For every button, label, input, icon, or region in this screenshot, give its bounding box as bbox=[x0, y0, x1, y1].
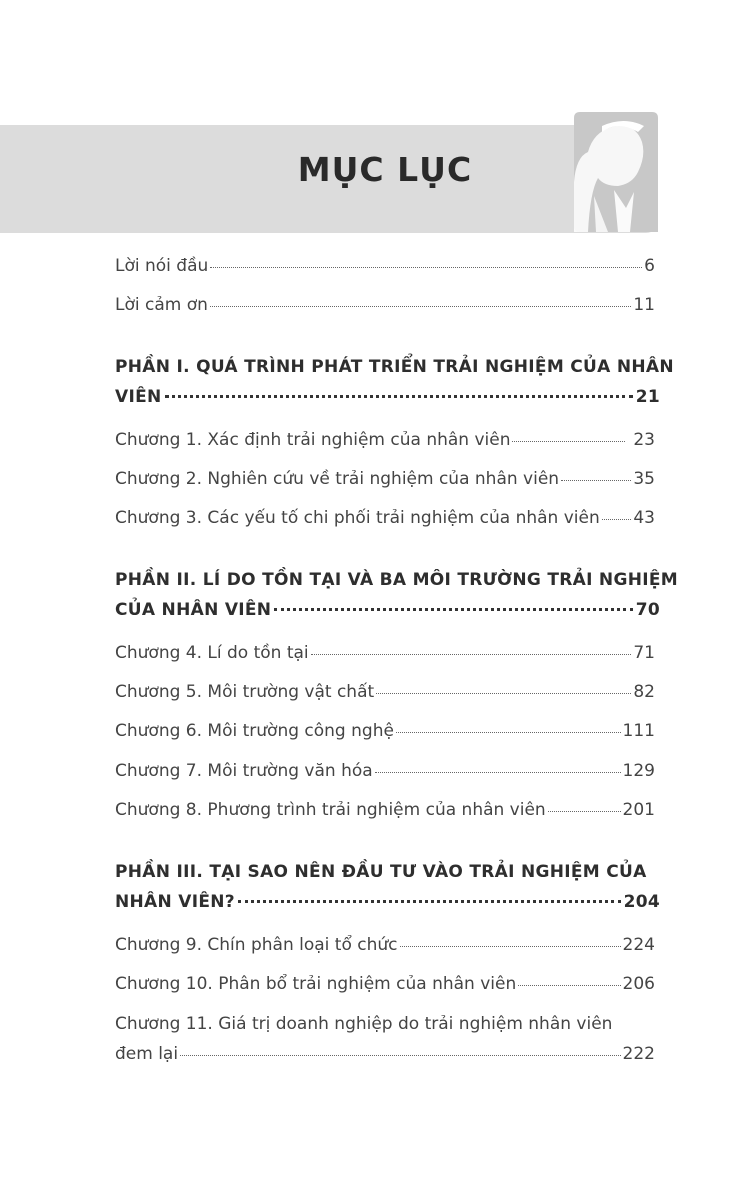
entry-label: Lời nói đầu bbox=[115, 256, 209, 276]
entry-label: Chương 10. Phân bổ trải nghiệm của nhân viên bbox=[115, 974, 517, 994]
toc-entry-chapter-1[interactable] bbox=[115, 425, 655, 455]
part-page: 70 bbox=[635, 600, 660, 620]
leader-dots bbox=[548, 810, 621, 812]
leader-dots bbox=[274, 607, 632, 611]
entry-page: 71 bbox=[633, 643, 655, 663]
entry-label: Chương 3. Các yếu tố chi phối trải nghiệm của nhân viên bbox=[115, 508, 600, 528]
entry-page: 35 bbox=[633, 469, 655, 489]
entry-page: 23 bbox=[633, 430, 655, 450]
entry-page: 129 bbox=[622, 761, 655, 781]
leader-dots bbox=[376, 692, 631, 694]
toc-entry-chapter-6[interactable] bbox=[115, 716, 655, 746]
entry-page: 43 bbox=[633, 508, 655, 528]
entry-label: Chương 8. Phương trình trải nghiệm của nhân viên bbox=[115, 800, 546, 820]
part-page: 21 bbox=[635, 387, 660, 407]
part-title: PHẦN I. QUÁ TRÌNH PHÁT TRIỂN TRẢI NGHIỆM CỦA NHÂN bbox=[115, 357, 674, 377]
entry-page: 206 bbox=[622, 974, 655, 994]
toc-entry-chapter-3[interactable] bbox=[115, 503, 655, 533]
leader-dots bbox=[165, 394, 633, 398]
part-title-cont: NHÂN VIÊN? bbox=[115, 892, 235, 912]
person-silhouette-icon bbox=[574, 112, 658, 232]
entry-label: Chương 9. Chín phân loại tổ chức bbox=[115, 935, 398, 955]
entry-label: Chương 2. Nghiên cứu về trải nghiệm của nhân viên bbox=[115, 469, 560, 489]
leader-dots bbox=[375, 771, 621, 773]
toc-part-3[interactable] bbox=[115, 857, 660, 917]
entry-label: Chương 11. Giá trị doanh nghiệp do trải nghiệm nhân viên bbox=[115, 1014, 613, 1034]
entry-label: Chương 5. Môi trường vật chất bbox=[115, 682, 375, 702]
leader-dots bbox=[210, 266, 642, 268]
leader-dots bbox=[518, 984, 620, 986]
entry-label: Chương 4. Lí do tồn tại bbox=[115, 643, 309, 663]
toc-entry-chapter-9[interactable] bbox=[115, 930, 655, 960]
entry-page: 6 bbox=[644, 256, 655, 276]
toc-entry-chapter-5[interactable] bbox=[115, 677, 655, 707]
leader-dots bbox=[311, 653, 632, 655]
leader-dots bbox=[238, 899, 621, 903]
part-title: PHẦN II. LÍ DO TỒN TẠI VÀ BA MÔI TRƯỜNG TRẢI NGHIỆM bbox=[115, 570, 678, 590]
entry-page: 224 bbox=[622, 935, 655, 955]
entry-page: 11 bbox=[633, 295, 655, 315]
leader-dots bbox=[602, 518, 632, 520]
leader-dots bbox=[512, 440, 625, 442]
entry-label: Chương 1. Xác định trải nghiệm của nhân viên bbox=[115, 430, 511, 450]
toc-entry-chapter-4[interactable] bbox=[115, 638, 655, 668]
leader-dots bbox=[561, 479, 631, 481]
part-title-cont: VIÊN bbox=[115, 387, 162, 407]
toc-entry-chapter-8[interactable] bbox=[115, 795, 655, 825]
entry-page: 201 bbox=[622, 800, 655, 820]
entry-label-cont: đem lại bbox=[115, 1044, 179, 1064]
toc-entry-chapter-10[interactable] bbox=[115, 969, 655, 999]
leader-dots bbox=[180, 1054, 620, 1056]
page-title: MỤC LỤC bbox=[297, 150, 473, 189]
part-title-cont: CỦA NHÂN VIÊN bbox=[115, 600, 272, 620]
toc-entry-acknowledgements[interactable] bbox=[115, 290, 655, 320]
toc-part-2[interactable] bbox=[115, 565, 678, 625]
leader-dots bbox=[210, 305, 631, 307]
part-page: 204 bbox=[623, 892, 660, 912]
toc-entry-chapter-2[interactable] bbox=[115, 464, 655, 494]
entry-page: 222 bbox=[622, 1044, 655, 1064]
entry-label: Lời cảm ơn bbox=[115, 295, 208, 315]
part-title: PHẦN III. TẠI SAO NÊN ĐẦU TƯ VÀO TRẢI NGHIỆM CỦA bbox=[115, 862, 647, 882]
toc-entry-preface[interactable] bbox=[115, 251, 655, 281]
entry-label: Chương 7. Môi trường văn hóa bbox=[115, 761, 373, 781]
toc-entry-chapter-11[interactable] bbox=[115, 1009, 655, 1071]
toc-part-1[interactable] bbox=[115, 352, 674, 412]
toc-entry-chapter-7[interactable] bbox=[115, 756, 655, 786]
leader-dots bbox=[400, 945, 621, 947]
entry-page: 82 bbox=[633, 682, 655, 702]
leader-dots bbox=[396, 731, 621, 733]
entry-label: Chương 6. Môi trường công nghệ bbox=[115, 721, 394, 741]
entry-page: 111 bbox=[622, 721, 655, 741]
